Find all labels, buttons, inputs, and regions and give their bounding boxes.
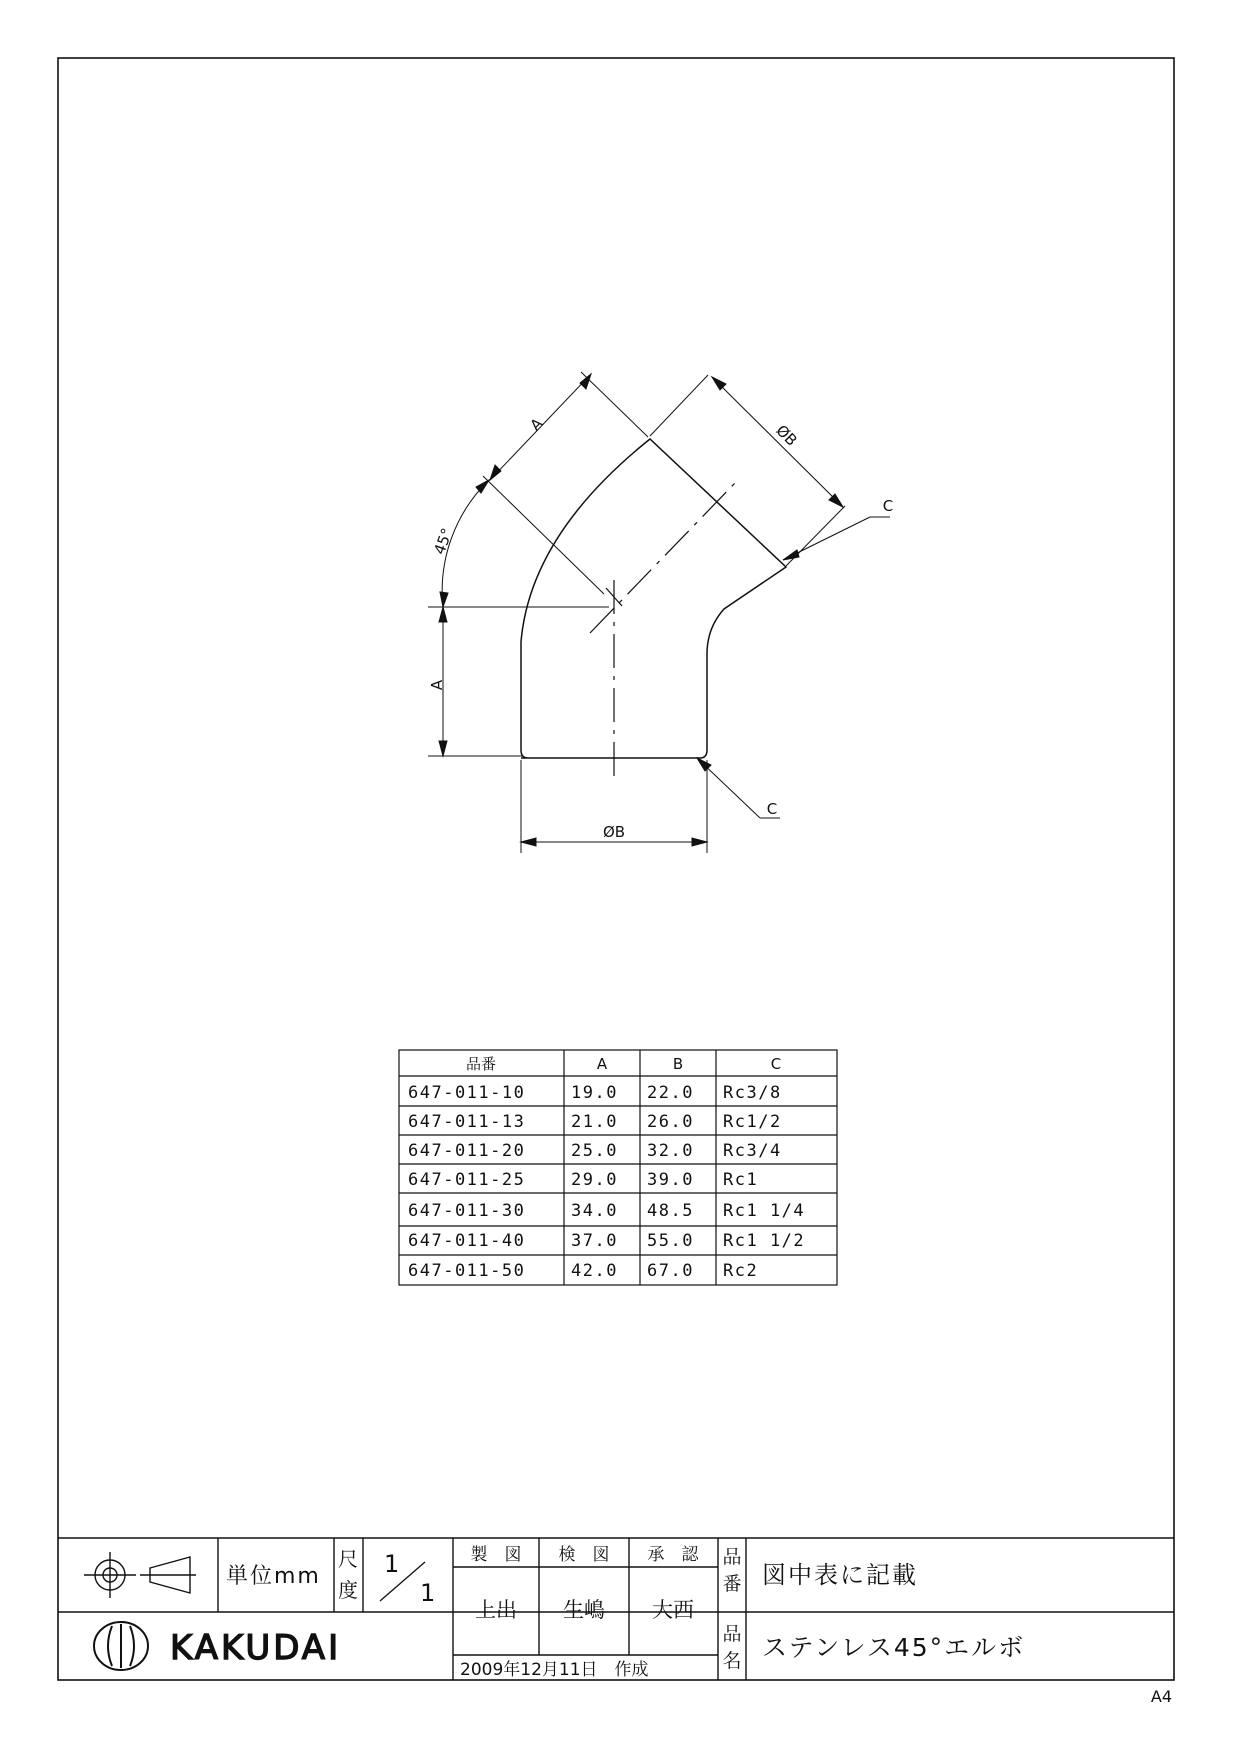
spec-cell: 55.0 — [647, 1231, 694, 1251]
dim-label-b-bottom: ØB — [602, 823, 626, 841]
spec-cell: Rc1 — [723, 1170, 759, 1190]
spec-cell: Rc1 1/4 — [723, 1201, 806, 1221]
spec-header-c: C — [770, 1055, 782, 1073]
scale-denominator: 1 — [420, 1579, 436, 1607]
spec-table — [399, 1050, 837, 1285]
unit-label: 単位mm — [226, 1564, 321, 1589]
kakudai-logo — [94, 1622, 341, 1670]
spec-cell: Rc3/8 — [723, 1083, 782, 1103]
spec-cell: 647-011-20 — [408, 1141, 526, 1161]
spec-cell: 39.0 — [647, 1170, 694, 1190]
title-block — [58, 1538, 1174, 1680]
spec-header-b: B — [672, 1055, 684, 1073]
dim-label-b-angled: ØB — [772, 421, 801, 450]
elbow-drawing — [521, 439, 786, 778]
spec-cell: 26.0 — [647, 1112, 694, 1132]
centerline-angled — [590, 483, 735, 633]
spec-cell: Rc1 1/2 — [723, 1231, 806, 1251]
scale-label-top: 尺 — [338, 1547, 358, 1571]
spec-header-a: A — [596, 1055, 608, 1073]
spec-header-part-no: 品番 — [465, 1055, 497, 1073]
scale-numerator: 1 — [384, 1550, 400, 1578]
spec-cell: 25.0 — [571, 1141, 618, 1161]
drawn-by: 上出 — [475, 1598, 517, 1622]
kakudai-logo-mark — [94, 1622, 148, 1670]
part-name-label-bottom: 名 — [722, 1650, 742, 1672]
dimension-lines — [428, 372, 890, 853]
third-angle-projection-icon — [84, 1552, 196, 1598]
part-name-label-top: 品 — [722, 1623, 742, 1645]
spec-cell: 647-011-13 — [408, 1112, 526, 1132]
dim-label-a-angled: A — [526, 414, 547, 435]
spec-cell: Rc2 — [723, 1261, 759, 1281]
part-no-label-bottom: 番 — [722, 1573, 742, 1595]
drawn-header: 製 図 — [470, 1545, 522, 1565]
spec-cell: 21.0 — [571, 1112, 618, 1132]
creation-date: 2009年12月11日 作成 — [460, 1660, 649, 1680]
part-no-label-top: 品 — [722, 1546, 742, 1568]
spec-cell: 647-011-30 — [408, 1201, 526, 1221]
paper-size: A4 — [1150, 1687, 1172, 1706]
approved-by: 大西 — [652, 1598, 694, 1622]
spec-cell: 22.0 — [647, 1083, 694, 1103]
approved-header: 承 認 — [647, 1545, 699, 1565]
checked-by: 生嶋 — [563, 1598, 605, 1622]
spec-cell: 647-011-50 — [408, 1261, 526, 1281]
spec-cell: 48.5 — [647, 1201, 694, 1221]
spec-cell: 19.0 — [571, 1083, 618, 1103]
dim-label-angle: 45° — [430, 525, 457, 557]
sheet-border — [58, 58, 1174, 1680]
checked-header: 検 図 — [558, 1545, 610, 1565]
spec-cell: 32.0 — [647, 1141, 694, 1161]
part-name-value: ステンレス45°エルボ — [762, 1633, 1026, 1662]
part-no-value: 図中表に記載 — [762, 1561, 918, 1589]
spec-cell: Rc3/4 — [723, 1141, 782, 1161]
spec-cell: 37.0 — [571, 1231, 618, 1251]
spec-cell: Rc1/2 — [723, 1112, 782, 1132]
elbow-outline — [521, 439, 786, 758]
dim-label-c-top: C — [882, 497, 894, 515]
spec-cell: 34.0 — [571, 1201, 618, 1221]
kakudai-logo-text: KAKUDAI — [170, 1628, 342, 1668]
scale-label-bottom: 度 — [338, 1578, 358, 1602]
spec-cell: 67.0 — [647, 1261, 694, 1281]
dim-label-a-vertical: A — [428, 679, 446, 691]
spec-cell: 29.0 — [571, 1170, 618, 1190]
spec-cell: 647-011-40 — [408, 1231, 526, 1251]
dim-label-c-bottom: C — [766, 800, 778, 818]
spec-cell: 647-011-10 — [408, 1083, 526, 1103]
spec-cell: 647-011-25 — [408, 1170, 526, 1190]
spec-cell: 42.0 — [571, 1261, 618, 1281]
